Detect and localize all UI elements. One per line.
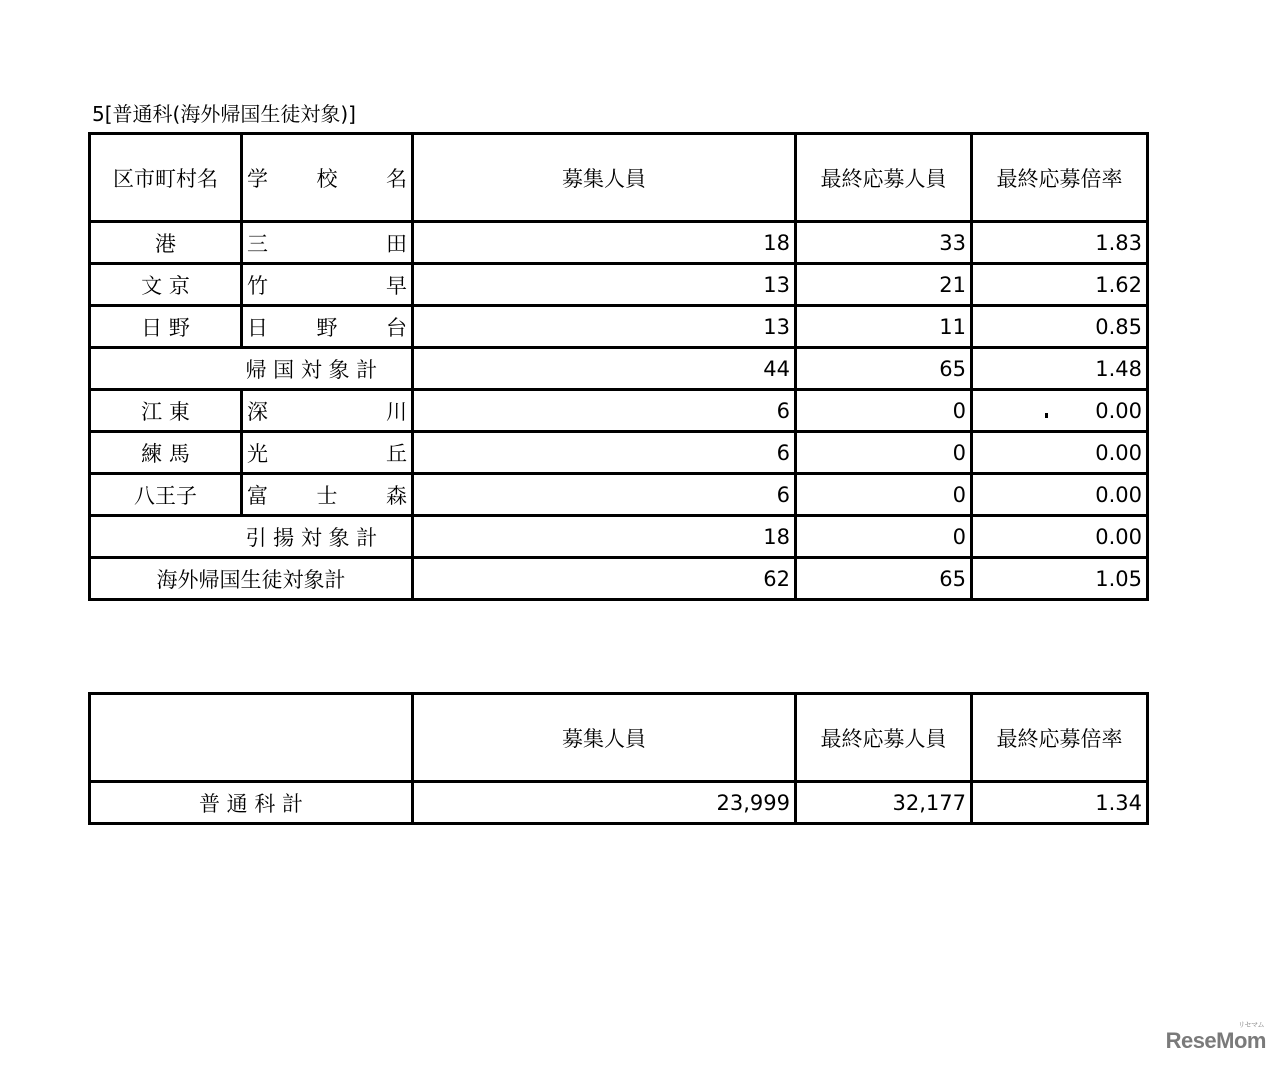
header-school-char: 名	[386, 166, 407, 191]
summary-applicants: 32,177	[796, 782, 972, 824]
ratio-cell: 1.05	[972, 558, 1148, 600]
results-table	[88, 132, 1149, 601]
capacity-cell: 18	[413, 222, 796, 264]
summary-header-blank	[90, 694, 413, 782]
applicants-cell: 0	[796, 390, 972, 432]
subtotal-label: 引 揚 対 象 計	[242, 516, 413, 558]
district-cell: 文 京	[90, 264, 242, 306]
ratio-cell: 1.83	[972, 222, 1148, 264]
capacity-cell: 13	[413, 306, 796, 348]
school-char: 台	[386, 315, 407, 340]
table-row	[90, 390, 1148, 432]
ratio-cell: 0.85	[972, 306, 1148, 348]
header-capacity: 募集人員	[413, 134, 796, 222]
summary-row	[90, 782, 1148, 824]
table-header-row	[90, 134, 1148, 222]
summary-header-capacity: 募集人員	[413, 694, 796, 782]
school-char: 森	[386, 483, 407, 508]
school-cell	[242, 474, 413, 516]
summary-header-row	[90, 694, 1148, 782]
district-cell: 江 東	[90, 390, 242, 432]
summary-header-applicants: 最終応募人員	[796, 694, 972, 782]
school-char: 深	[247, 399, 268, 424]
subtotal-row	[90, 348, 1148, 390]
subtotal-label: 帰 国 対 象 計	[242, 348, 413, 390]
capacity-cell: 6	[413, 474, 796, 516]
header-applicants: 最終応募人員	[796, 134, 972, 222]
school-char: 早	[386, 273, 407, 298]
capacity-cell: 6	[413, 390, 796, 432]
school-char: 光	[247, 441, 268, 466]
capacity-cell: 13	[413, 264, 796, 306]
ratio-cell: 1.62	[972, 264, 1148, 306]
header-school	[242, 134, 413, 222]
summary-capacity: 23,999	[413, 782, 796, 824]
ratio-cell: 1.48	[972, 348, 1148, 390]
ratio-cell: 0.00	[972, 474, 1148, 516]
subtotal-row	[90, 516, 1148, 558]
applicants-cell: 0	[796, 432, 972, 474]
applicants-cell: 0	[796, 516, 972, 558]
table-row	[90, 474, 1148, 516]
ratio-cell: 0.00	[972, 390, 1148, 432]
resemom-logo	[1165, 1022, 1266, 1054]
table-row	[90, 432, 1148, 474]
subtotal-blank	[90, 516, 242, 558]
school-char: 日	[247, 315, 268, 340]
capacity-cell: 18	[413, 516, 796, 558]
section-title: 5[普通科(海外帰国生徒対象)]	[92, 102, 356, 126]
summary-header-ratio: 最終応募倍率	[972, 694, 1148, 782]
table-row	[90, 222, 1148, 264]
header-school-char: 校	[316, 166, 338, 191]
school-char: 竹	[247, 273, 268, 298]
applicants-cell: 11	[796, 306, 972, 348]
school-cell	[242, 222, 413, 264]
summary-label: 普 通 科 計	[90, 782, 413, 824]
scan-speck	[1045, 413, 1048, 418]
total-row	[90, 558, 1148, 600]
school-char: 丘	[386, 441, 407, 466]
applicants-cell: 21	[796, 264, 972, 306]
district-cell: 日 野	[90, 306, 242, 348]
capacity-cell: 6	[413, 432, 796, 474]
school-cell	[242, 306, 413, 348]
school-char: 士	[316, 483, 338, 508]
table-row	[90, 264, 1148, 306]
school-cell	[242, 390, 413, 432]
school-cell	[242, 264, 413, 306]
header-district: 区市町村名	[90, 134, 242, 222]
capacity-cell: 62	[413, 558, 796, 600]
logo-ruby: リセマム	[1238, 1022, 1264, 1029]
total-label: 海外帰国生徒対象計	[90, 558, 413, 600]
logo-text: ReseMom	[1165, 1028, 1266, 1053]
ratio-cell: 0.00	[972, 432, 1148, 474]
ratio-cell: 0.00	[972, 516, 1148, 558]
header-school-char: 学	[247, 166, 268, 191]
capacity-cell: 44	[413, 348, 796, 390]
school-char: 富	[247, 483, 268, 508]
school-char: 野	[316, 315, 338, 340]
applicants-cell: 65	[796, 348, 972, 390]
header-ratio: 最終応募倍率	[972, 134, 1148, 222]
summary-ratio: 1.34	[972, 782, 1148, 824]
school-cell	[242, 432, 413, 474]
district-cell: 練 馬	[90, 432, 242, 474]
district-cell: 港	[90, 222, 242, 264]
subtotal-blank	[90, 348, 242, 390]
district-cell: 八王子	[90, 474, 242, 516]
applicants-cell: 0	[796, 474, 972, 516]
summary-table	[88, 692, 1149, 825]
school-char: 川	[386, 399, 407, 424]
table-row	[90, 306, 1148, 348]
applicants-cell: 33	[796, 222, 972, 264]
school-char: 田	[386, 231, 407, 256]
applicants-cell: 65	[796, 558, 972, 600]
school-char: 三	[247, 231, 268, 256]
